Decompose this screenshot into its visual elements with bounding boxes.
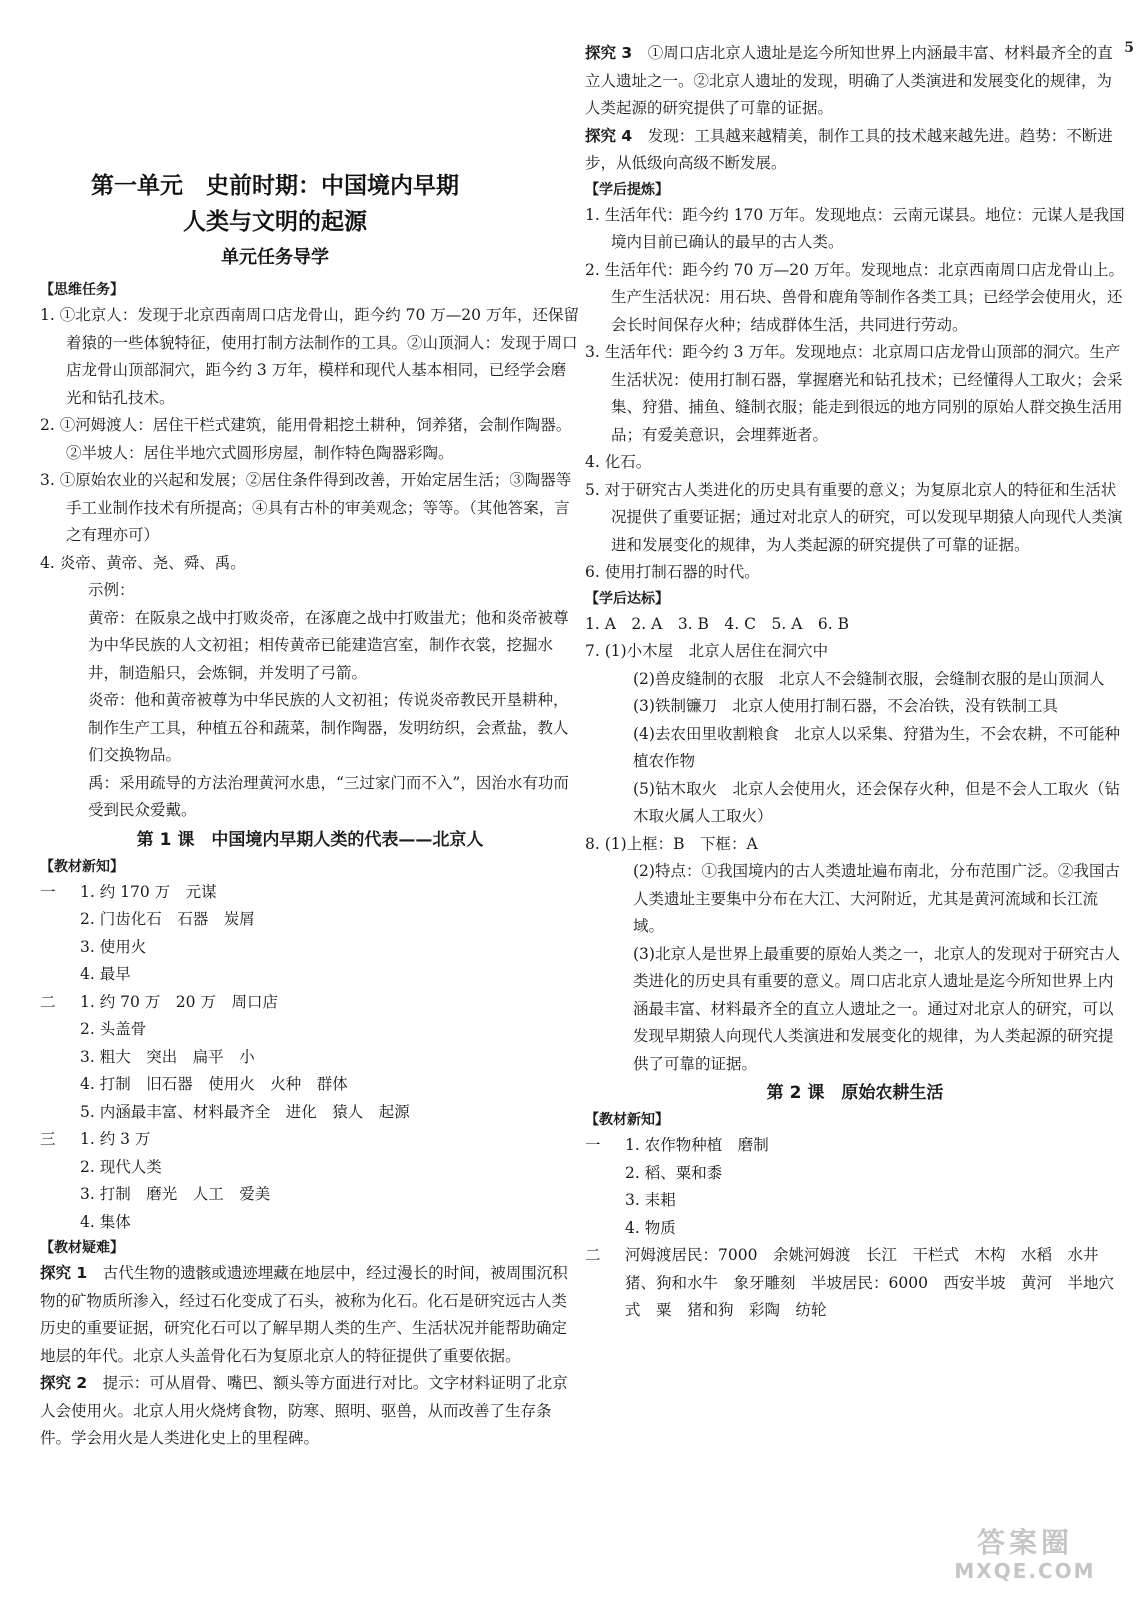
tilian-item-2: 2. 生活年代：距今约 70 万—20 万年。发现地点：北京西南周口店龙骨山上。生产生活状况：用石块、兽骨和鹿角等制作各类工具；已经学会使用火，还会长时间保存火种；结成群体生活，共同进行劳动。 <box>585 260 1124 334</box>
list-item: 4. 最早 <box>80 965 131 983</box>
watermark-line2: MXQE.COM <box>954 1559 1096 1583</box>
list-item: 3. 粗大 突出 扁平 小 <box>80 1047 255 1066</box>
list-item: 3. 耒耜 <box>625 1191 676 1209</box>
right-column <box>585 40 1125 1325</box>
tilian-item-3: 3. 生活年代：距今约 3 万年。发现地点：北京周口店龙骨山顶部的洞穴。生产生活状况：使用打制石器，掌握磨光和钻孔技术；已经懂得人工取火；会采集、狩猎、捕鱼、缝制衣服；能走到很远的地方同别的原始人群交换生活用品；有爱美意识，会埋葬逝者。 <box>585 343 1123 444</box>
q8-item: (2)特点：①我国境内的古人类遗址遍布南北，分布范围广泛。②我国古人类遗址主要集中分布在大江、大河附近，尤其是黄河流域和长江流域。 <box>633 862 1120 935</box>
group-key: 二 <box>40 992 56 1011</box>
lesson2-title: 第 2 课 原始农耕生活 <box>766 1083 944 1103</box>
tanjiu-2 <box>40 1370 580 1453</box>
list-item: 2. 稻、粟和黍 <box>625 1163 723 1182</box>
page-edge-mark: 5 <box>1124 40 1134 56</box>
section-siwei: 【思维任务】 <box>40 282 124 298</box>
list-item: 2. 门齿化石 石器 炭屑 <box>80 910 255 928</box>
tanjiu-3 <box>585 40 1125 123</box>
section-xinzhi-2: 【教材新知】 <box>585 1112 669 1128</box>
list-item: 2. 头盖骨 <box>80 1020 147 1038</box>
q8-item: (3)北京人是世界上最重要的原始人类之一，北京人的发现对于研究古人类进化的历史具有重要的意义。周口店北京人遗址是迄今所知世界上内涵最丰富、材料最齐全的直立人遗址之一。通过对北京人的研究，可以发现早期猿人向现代人类演进和发展变化的规律，为人类起源的研究提供了可靠的证据。 <box>633 944 1120 1073</box>
unit-title-line2: 人类与文明的起源 <box>183 209 367 235</box>
example-label: 示例： <box>88 581 135 599</box>
group-key: 三 <box>40 1130 56 1148</box>
list-item: 4. 集体 <box>80 1212 131 1231</box>
section-dabiao: 【学后达标】 <box>585 590 669 607</box>
q7-item: (3)铁制镰刀 北京人使用打制石器，不会冶铁，没有铁制工具 <box>633 697 1058 715</box>
watermark-line1: 答案圈 <box>976 1526 1073 1559</box>
left-column <box>40 278 580 1453</box>
lesson1-title: 第 1 课 中国境内早期人类的代表——北京人 <box>136 829 484 850</box>
xinzhi-group-2 <box>40 989 580 1127</box>
list-item: 1. 约 170 万 元谋 <box>80 882 217 901</box>
q7-first: 7. (1)小木屋 北京人居住在洞穴中 <box>585 642 829 660</box>
unit-title <box>40 168 510 240</box>
tanjiu-1-text: 古代生物的遗骸或遗迹埋藏在地层中，经过漫长的时间，被周围沉积物的矿物质所渗入，经过石化变成了石头，被称为化石。化石是研究远古人类历史的重要证据，研究化石可以了解早期人类的生产、生活状况并能帮助确定地层的年代。北京人头盖骨化石为复原北京人的特征提供了重要依据。 <box>40 1264 568 1365</box>
group-key: 一 <box>585 1136 601 1154</box>
q7-item: (4)去农田里收割粮食 北京人以采集、狩猎为生，不会农耕，不可能种植农作物 <box>633 724 1120 770</box>
siwei-item-4: 4. 炎帝、黄帝、尧、舜、禹。 <box>40 553 246 572</box>
unit-title-line1: 第一单元 史前时期：中国境内早期 <box>91 173 459 199</box>
watermark-logo <box>930 1526 1120 1586</box>
tilian-item-1: 1. 生活年代：距今约 170 万年。发现地点：云南元谋县。地位：元谋人是我国境内目前已确认的最早的古人类。 <box>585 205 1125 251</box>
example-huangdi: 黄帝：在阪泉之战中打败炎帝，在涿鹿之战中打败蚩尤；他和炎帝被尊为中华民族的人文初祖；相传黄帝已能建造宫室，制作衣裳，挖掘水井，制造船只，会炼铜，并发明了弓箭。 <box>88 608 569 682</box>
xinzhi-group-1 <box>40 879 580 989</box>
section-yinan: 【教材疑难】 <box>40 1240 124 1256</box>
guide-title: 单元任务导学 <box>221 247 329 268</box>
tilian-item-6: 6. 使用打制石器的时代。 <box>585 563 760 581</box>
tanjiu-4-text: 发现：工具越来越精美，制作工具的技术越来越先进。趋势：不断进步，从低级向高级不断发展。 <box>585 126 1113 172</box>
group-key: 二 <box>585 1246 601 1264</box>
tanjiu-3-label: 探究 3 <box>585 44 633 62</box>
section-tilian: 【学后提炼】 <box>585 181 669 198</box>
list-item: 1. 约 70 万 20 万 周口店 <box>80 992 278 1011</box>
xinzhi-group-3 <box>40 1126 580 1236</box>
example-yu: 禹：采用疏导的方法治理黄河水患，“三过家门而不入”，因治水有功而受到民众爱戴。 <box>88 773 569 819</box>
list-item: 2. 现代人类 <box>80 1157 162 1176</box>
xinzhi2-group-2 <box>585 1242 1125 1325</box>
q8-first: 8. (1)上框：B 下框：A <box>585 834 758 853</box>
example-yandi: 炎帝：他和黄帝被尊为中华民族的人文初祖；传说炎帝教民开垦耕种，制作生产工具，种植五谷和蔬菜，制作陶器，发明纺织，会煮盐，教人们交换物品。 <box>88 691 569 764</box>
tanjiu-3-text: ①周口店北京人遗址是迄今所知世界上内涵最丰富、材料最齐全的直立人遗址之一。②北京人遗址的发现，明确了人类演进和发展变化的规律，为人类起源的研究提供了可靠的证据。 <box>585 44 1113 117</box>
q7-item: (5)钻木取火 北京人会使用火，还会保存火种，但是不会人工取火（钻木取火属人工取火） <box>633 779 1120 825</box>
group-key: 一 <box>40 882 56 901</box>
list-item: 1. 约 3 万 <box>80 1130 151 1148</box>
xinzhi2-group-1 <box>585 1132 1125 1242</box>
list-item: 4. 打制 旧石器 使用火 火种 群体 <box>80 1075 348 1093</box>
tanjiu-4-label: 探究 4 <box>585 126 633 145</box>
tilian-item-5: 5. 对于研究古人类进化的历史具有重要的意义；为复原北京人的特征和生活状况提供了重要证据；通过对北京人的研究，可以发现早期猿人向现代人类演进和发展变化的规律，为人类起源的研究提供了可靠的证据。 <box>585 480 1123 554</box>
siwei-item-1: 1. ①北京人：发现于北京西南周口店龙骨山，距今约 70 万—20 万年，还保留着猿的一些体貌特征，使用打制方法制作的工具。②山顶洞人：发现于周口店龙骨山顶部洞穴，距今约 3 万年，模样和现代人基本相同，已经学会磨光和钻孔技术。 <box>40 306 579 407</box>
list-item: 1. 农作物种植 磨制 <box>625 1136 769 1154</box>
tanjiu-1 <box>40 1260 580 1370</box>
tilian-item-4: 4. 化石。 <box>585 453 652 471</box>
tanjiu-1-label: 探究 1 <box>40 1264 88 1282</box>
siwei-item-3: 3. ①原始农业的兴起和发展；②居住条件得到改善，开始定居生活；③陶器等手工业制作技术有所提高；④具有古朴的审美观念；等等。（其他答案，言之有理亦可） <box>40 471 572 544</box>
tanjiu-4 <box>585 123 1125 178</box>
q7-item: (2)兽皮缝制的衣服 北京人不会缝制衣服，会缝制衣服的是山顶洞人 <box>633 669 1105 688</box>
list-item: 5. 内涵最丰富、材料最齐全 进化 猿人 起源 <box>80 1102 410 1121</box>
siwei-item-2: 2. ①河姆渡人：居住干栏式建筑，能用骨耜挖土耕种，饲养猪，会制作陶器。②半坡人：居住半地穴式圆形房屋，制作特色陶器彩陶。 <box>40 416 572 462</box>
tanjiu-2-label: 探究 2 <box>40 1374 88 1392</box>
list-item: 4. 物质 <box>625 1218 676 1237</box>
dabiao-answers: 1. A 2. A 3. B 4. C 5. A 6. B <box>585 614 850 633</box>
list-item: 3. 使用火 <box>80 937 147 956</box>
list-item: 3. 打制 磨光 人工 爱美 <box>80 1185 271 1203</box>
tanjiu-2-text: 提示：可从眉骨、嘴巴、额头等方面进行对比。文字材料证明了北京人会使用火。北京人用火烧烤食物，防寒、照明、驱兽，从而改善了生存条件。学会用火是人类进化史上的里程碑。 <box>40 1374 568 1447</box>
list-item: 河姆渡居民：7000 余姚河姆渡 长江 干栏式 木构 水稻 水井 猪、狗和水牛 象牙雕刻 半坡居民：6000 西安半坡 黄河 半地穴式 粟 猪和狗 彩陶 纺轮 <box>625 1246 1114 1319</box>
section-xinzhi: 【教材新知】 <box>40 858 124 875</box>
